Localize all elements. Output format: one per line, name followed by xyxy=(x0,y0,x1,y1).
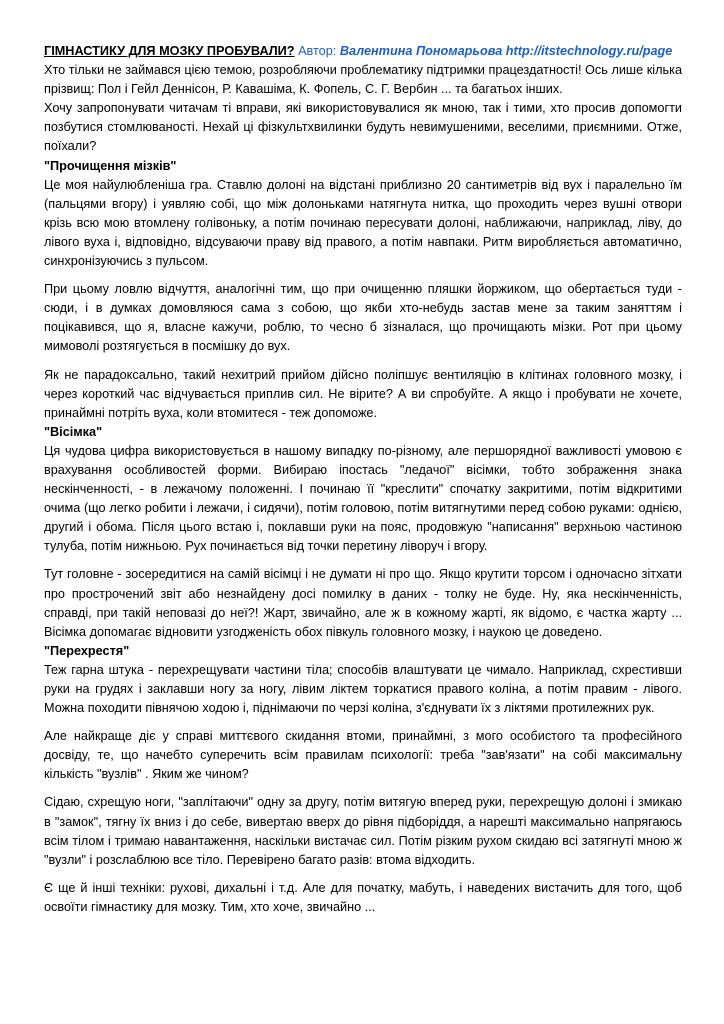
body-paragraph: Це моя найулюбленіша гра. Ставлю долоні на відстані приблизно 20 сантиметрів від вух і паралельно їм (пальцями вгору) і уявляю собі, що між долоньками натягнута нитка, що проходить через вушні отвори крізь всю мою втомлену голівоньку, а потім починаю пересувати долоні, наближаючи, наприклад, ліву, до лівого вуха і, відповідно, відсуваючи праву від правого, а потім навпаки. Ритм виробляється автоматично, синхронізуючись з пульсом. xyxy=(44,177,682,269)
title-line xyxy=(44,42,682,61)
intro-paragraph: Хочу запропонувати читачам ті вправи, які використовувалися як мною, так і тими, хто просив допомогти позбутися стомлюваності. Нехай ці фізкультхвилинки будуть невимушеними, веселими, приємними. Отже, поїхали? xyxy=(44,101,682,154)
body-paragraph: Як не парадоксально, такий нехитрий прийом дійсно поліпшує вентиляцію в клітинах головного мозку, і через короткий час відчувається приплив сил. Не вірите? А ви спробуйте. А якщо і пробувати не хочете, принаймні потріть вуха, коли втомитеся - теж допоможе. xyxy=(44,367,682,420)
article-title: ГІМНАСТИКУ ДЛЯ МОЗКУ ПРОБУВАЛИ? xyxy=(44,44,295,58)
intro-paragraph: Хто тільки не займався цією темою, розробляючи проблематику підтримки працездатності! Ось лише кілька прізвищ: Пол і Гейл Деннісон, Р. Кавашіма, К. Фопель, С. Г. Вербин ... та багатьох інших. xyxy=(44,63,682,97)
body-paragraph: Сідаю, схрещую ноги, "заплітаючи" одну за другу, потім витягую вперед руки, перехрещую долоні і змикаю в "замок", тягну їх вниз і до себе, вивертаю вверх до рівня підборіддя, а нарешті максимально напрягаюсь всім тілом і тримаю навантаження, наскільки вистачає сил. Потім різким рухом скидаю всі затягнуті мною ж "вузли" і розслаблюю все тіло. Перевірено багато разів: втома відходить. xyxy=(44,795,682,867)
section-heading: "Перехрестя" xyxy=(44,643,130,658)
body-paragraph: При цьому ловлю відчуття, аналогічні тим, що при очищенню пляшки йоржиком, що обертається туди - сюди, і в думках домовляюся сама з собою, що якби хто-небудь застав мене за таким заняттям і поцікавився, що я, власне кажучи, роблю, то чесно б зізналася, що прочищають мізки. Рот при цьому мимоволі розтягується в посмішку до вух. xyxy=(44,282,682,354)
author-link[interactable]: Валентина Пономарьова http://itstechnology.ru/page xyxy=(339,44,673,58)
section-heading: "Вісімка" xyxy=(44,424,103,439)
body-paragraph: Є ще й інші техніки: рухові, дихальні і т.д. Але для початку, мабуть, і наведених вистачить для того, щоб освоїти гімнастику для мозку. Тим, хто хоче, звичайно ... xyxy=(44,880,682,914)
section-heading: "Прочищення мізків" xyxy=(44,158,177,173)
body-paragraph: Тут головне - зосередитися на самій вісімці і не думати ні про що. Якщо крутити торсом і одночасно зітхати про прострочений звіт або незнайдену досі помилку в даних - толку не буде. Ну, яка нескінченність, справді, при такій неповазі до неї?! Жарт, звичайно, але ж в кожному жарті, як відомо, є частка жарту ... Вісімка допомагає відновити узгодженість обох півкуль головного мозку, і наукою це доведено. xyxy=(44,567,682,639)
body-paragraph: Ця чудова цифра використовується в нашому випадку по-різному, але першорядної важливості умовою є врахування особливостей форми. Вибираю іпостась "ледачої" вісімки, тобто зображення знака нескінченності, - в лежачому положенні. І починаю її "креслити" спочатку закритими, потім відкритими очима (що легко робити і лежачи, і сидячи), потім головою, потім витягнутими перед собою руками: однією, другий і обома. Після цього встаю і, поклавши руки на пояс, продовжую "написання" верхньою частиною тулуба, потім нижньою. Рух починається від точки перетину ліворуч і вгору. xyxy=(44,443,682,554)
body-paragraph: Теж гарна штука - перехрещувати частини тіла; способів влаштувати це чимало. Наприклад, схрестивши руки на грудях і заклавши ногу за ногу, лівим ліктем торкатися правого коліна, а потім правим - лівого. Можна походити півнячою ходою і, піднімаючи по черзі коліна, з'єднувати їх з ліктями протилежних рук. xyxy=(44,662,682,716)
body-paragraph: Але найкраще діє у справі миттєвого скидання втоми, принаймні, з мого особистого та професійного досвіду, те, що начебто суперечить всім правилам психології: треба "зав'язати" на собі максимальну кількість "вузлів" . Яким же чином? xyxy=(44,729,682,782)
author-label: Автор: xyxy=(298,44,337,58)
